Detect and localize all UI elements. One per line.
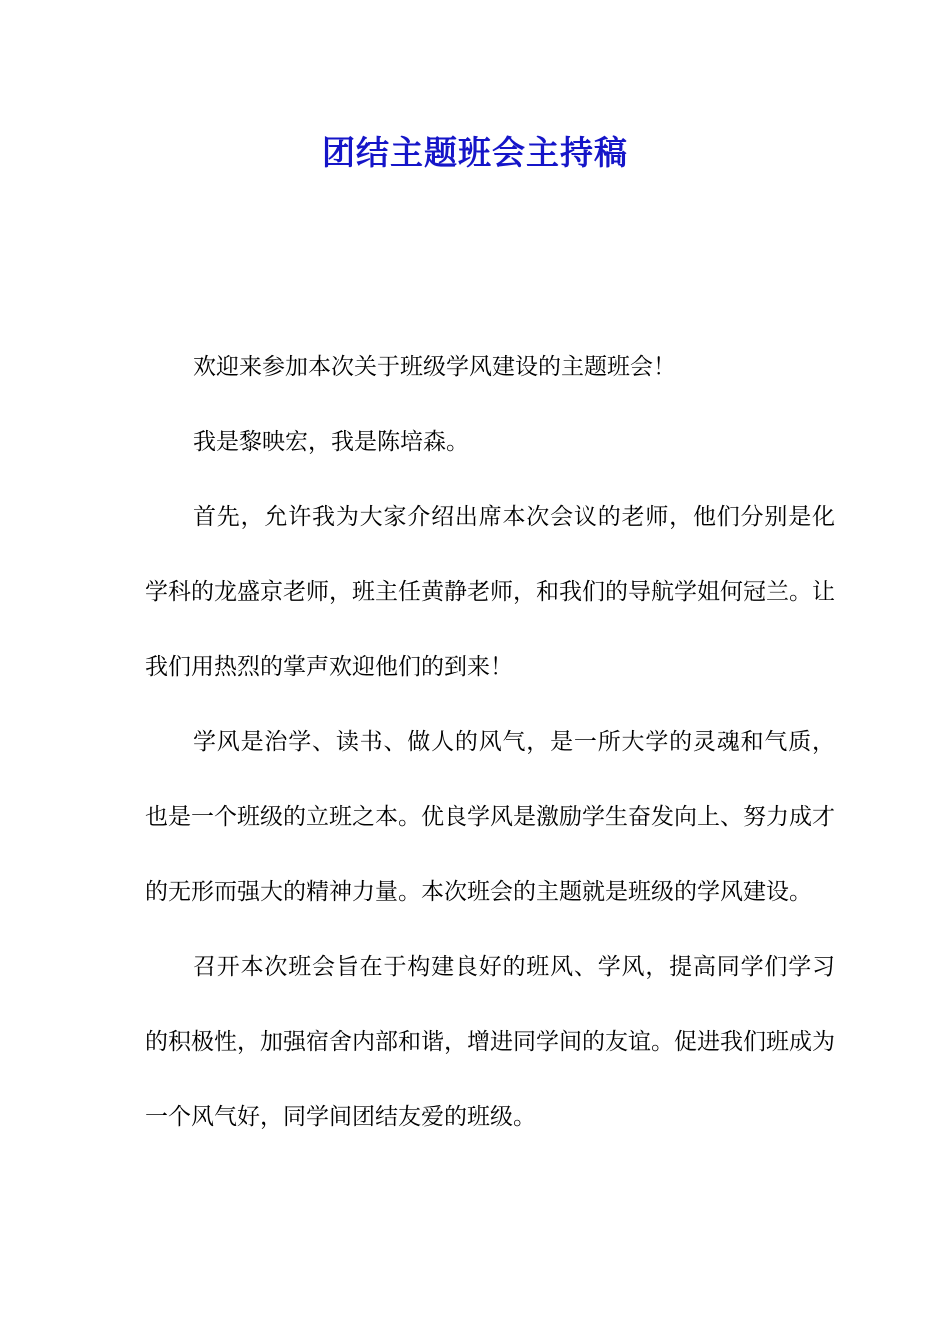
paragraph-welcome: 欢迎来参加本次关于班级学风建设的主题班会！ [193, 354, 676, 380]
document-body [145, 330, 835, 1155]
paragraph-purpose: 召开本次班会旨在于构建良好的班风、学风，提高同学们学习的积极性，加强宿舍内部和谐，增进同学间的友谊。促进我们班成为一个风气好，同学间团结友爱的班级。 [145, 954, 835, 1130]
document-title: 团结主题班会主持稿 [322, 133, 628, 172]
paragraph-study-style: 学风是治学、读书、做人的风气，是一所大学的灵魂和气质，也是一个班级的立班之本。优良学风是激励学生奋发向上、努力成才的无形而强大的精神力量。本次班会的主题就是班级的学风建设。 [145, 729, 835, 905]
paragraph-hosts: 我是黎映宏，我是陈培森。 [193, 429, 469, 455]
paragraph-teachers: 首先，允许我为大家介绍出席本次会议的老师，他们分别是化学科的龙盛京老师，班主任黄静老师，和我们的导航学姐何冠兰。让我们用热烈的掌声欢迎他们的到来！ [145, 504, 835, 680]
